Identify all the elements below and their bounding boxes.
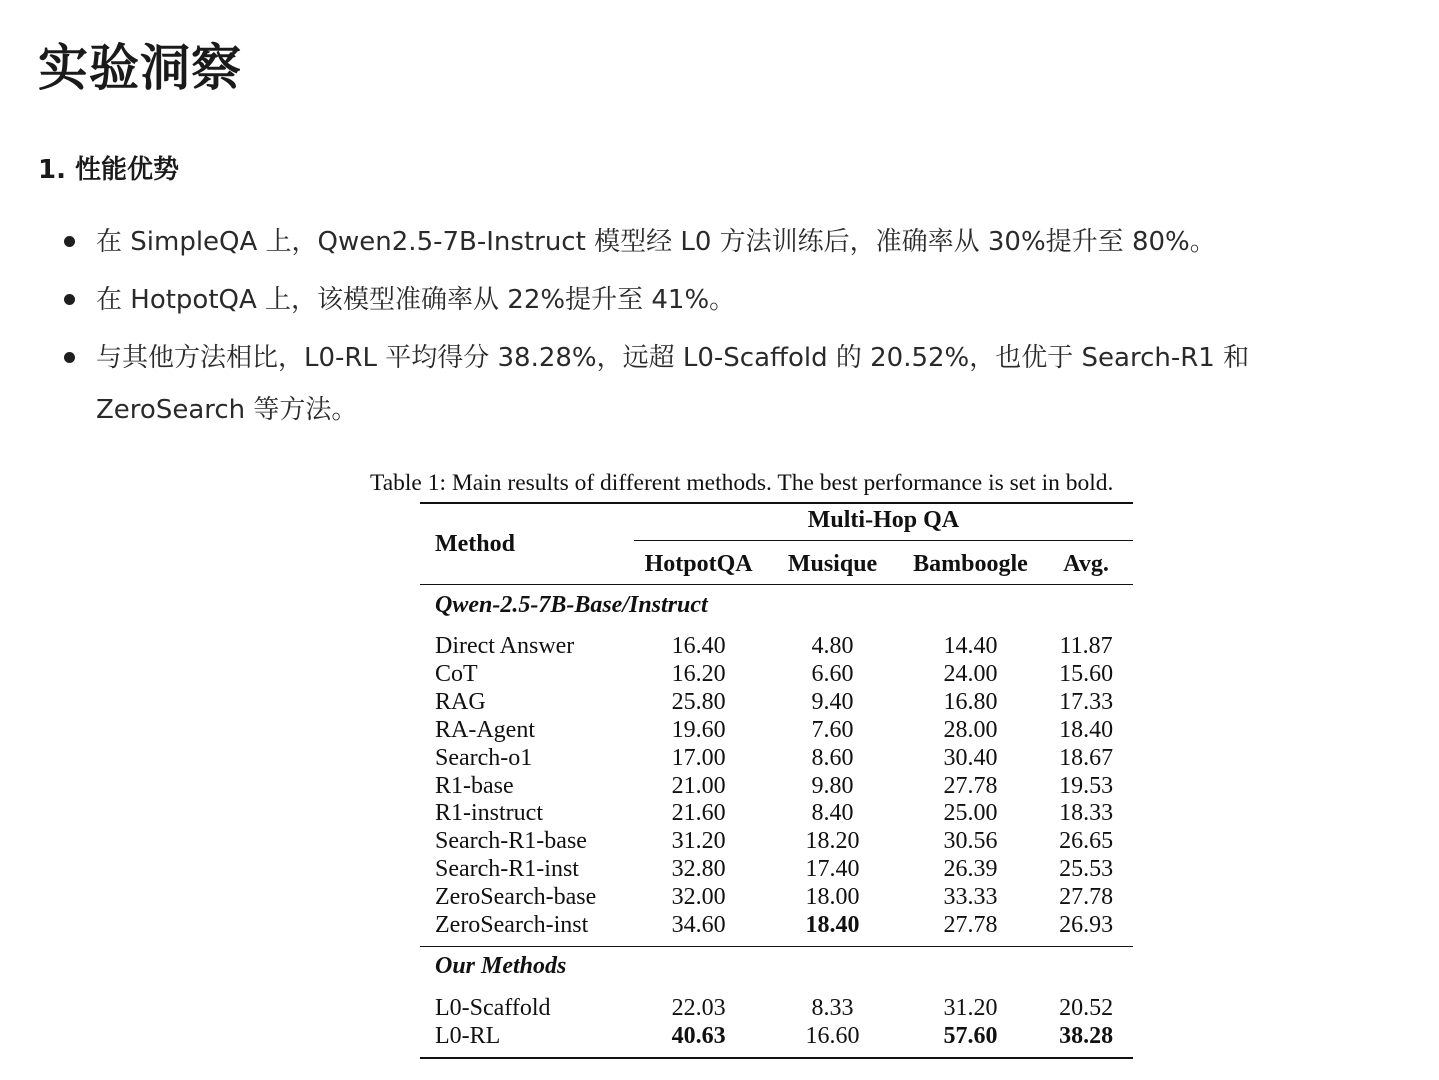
header-method: Method bbox=[435, 530, 515, 557]
header-col-bamboogle: Bamboogle bbox=[913, 550, 1028, 577]
cell-value: 25.53 bbox=[1059, 856, 1114, 883]
cell-value: 16.80 bbox=[943, 688, 998, 715]
cell-value: 24.00 bbox=[943, 660, 998, 687]
bullet-dot-icon bbox=[64, 294, 75, 305]
cell-method: R1-base bbox=[435, 772, 514, 799]
cell-value: 18.20 bbox=[805, 828, 860, 855]
cell-value: 25.80 bbox=[671, 688, 726, 715]
table-row bbox=[420, 995, 1133, 1023]
table-row bbox=[420, 800, 1133, 828]
cell-value: 28.00 bbox=[943, 716, 998, 743]
cell-value: 27.78 bbox=[1059, 884, 1114, 911]
table-row bbox=[420, 856, 1133, 884]
cell-value: 26.93 bbox=[1059, 912, 1114, 939]
table-row bbox=[420, 689, 1133, 717]
cell-method: ZeroSearch-inst bbox=[435, 912, 589, 939]
cell-value: 21.60 bbox=[671, 800, 726, 827]
cell-value: 18.00 bbox=[805, 884, 860, 911]
cell-method: Direct Answer bbox=[435, 633, 575, 659]
cell-value: 16.60 bbox=[805, 1022, 860, 1049]
table-row bbox=[420, 1023, 1133, 1051]
results-table bbox=[420, 502, 1133, 1059]
header-group-label: Multi-Hop QA bbox=[634, 507, 1133, 541]
cell-method: L0-RL bbox=[435, 1022, 501, 1049]
cell-value: 57.60 bbox=[943, 1022, 998, 1049]
table-section-baselines bbox=[420, 585, 1133, 947]
cell-value: 20.52 bbox=[1059, 994, 1114, 1021]
cell-value: 15.60 bbox=[1059, 660, 1114, 687]
section-label: Our Methods bbox=[435, 953, 567, 980]
row-spacer bbox=[420, 1051, 1133, 1058]
cell-method: Search-o1 bbox=[435, 744, 533, 771]
table-caption: Table 1: Main results of different methods. The best performance is set in bold. bbox=[370, 470, 1114, 496]
cell-method: R1-instruct bbox=[435, 800, 543, 827]
header-col-musique: Musique bbox=[787, 550, 878, 577]
table-row bbox=[420, 828, 1133, 856]
cell-value: 30.56 bbox=[943, 828, 998, 855]
page-title: 实验洞察 bbox=[38, 39, 242, 97]
header-group bbox=[634, 503, 1133, 544]
cell-value: 18.40 bbox=[1059, 716, 1114, 743]
table-row bbox=[420, 633, 1133, 661]
cell-value: 17.33 bbox=[1059, 688, 1114, 715]
cell-value: 27.78 bbox=[943, 912, 998, 939]
section-heading: 1. 性能优势 bbox=[38, 155, 180, 185]
table-section-ours bbox=[420, 946, 1133, 1057]
section-label: Qwen-2.5-7B-Base/Instruct bbox=[435, 591, 708, 618]
bullet-text: 在 HotpotQA 上，该模型准确率从 22%提升至 41%。 bbox=[96, 285, 736, 315]
bullet-item bbox=[60, 274, 1400, 326]
table-row bbox=[420, 661, 1133, 689]
cell-method: RAG bbox=[435, 688, 486, 715]
cell-value: 18.40 bbox=[805, 912, 860, 939]
bullet-list bbox=[60, 216, 1400, 442]
cell-value: 22.03 bbox=[671, 994, 726, 1021]
table-row bbox=[420, 912, 1133, 940]
cell-value: 6.60 bbox=[811, 660, 854, 687]
cell-value: 16.40 bbox=[671, 633, 726, 659]
cell-value: 32.00 bbox=[671, 884, 726, 911]
cell-value: 14.40 bbox=[943, 633, 998, 659]
cell-value: 33.33 bbox=[943, 884, 998, 911]
bullet-text: 与其他方法相比，L0-RL 平均得分 38.28%，远超 L0-Scaffold 的 20.52%，也优于 Search-R1 和 ZeroSearch 等方法。 bbox=[96, 343, 1250, 425]
cell-value: 7.60 bbox=[811, 716, 854, 743]
cell-value: 17.00 bbox=[671, 744, 726, 771]
cell-value: 31.20 bbox=[943, 994, 998, 1021]
cell-value: 26.65 bbox=[1059, 828, 1114, 855]
bullet-item bbox=[60, 216, 1400, 268]
cell-value: 19.53 bbox=[1059, 772, 1114, 799]
bullet-dot-icon bbox=[64, 236, 75, 247]
cell-value: 40.63 bbox=[671, 1022, 726, 1049]
table-row bbox=[420, 884, 1133, 912]
section-label-row bbox=[420, 946, 1133, 987]
row-spacer-cell bbox=[420, 987, 1133, 995]
table-row bbox=[420, 745, 1133, 773]
cell-value: 34.60 bbox=[671, 912, 726, 939]
cell-value: 11.87 bbox=[1059, 633, 1113, 659]
section-label-row bbox=[420, 585, 1133, 626]
bullet-item bbox=[60, 332, 1400, 436]
cell-value: 9.40 bbox=[811, 688, 854, 715]
row-spacer bbox=[420, 625, 1133, 633]
cell-value: 17.40 bbox=[805, 856, 860, 883]
table-header-row bbox=[420, 503, 1133, 544]
bullet-text: 在 SimpleQA 上，Qwen2.5-7B-Instruct 模型经 L0 方法训练后，准确率从 30%提升至 80%。 bbox=[96, 227, 1216, 257]
table-row bbox=[420, 717, 1133, 745]
cell-value: 8.40 bbox=[811, 800, 854, 827]
cell-value: 38.28 bbox=[1059, 1022, 1114, 1049]
cell-value: 4.80 bbox=[811, 633, 854, 659]
cell-method: Search-R1-inst bbox=[435, 856, 579, 883]
row-spacer-cell bbox=[420, 625, 1133, 633]
row-spacer-cell bbox=[420, 1051, 1133, 1058]
cell-method: Search-R1-base bbox=[435, 828, 587, 855]
row-spacer bbox=[420, 987, 1133, 995]
cell-value: 27.78 bbox=[943, 772, 998, 799]
cell-value: 31.20 bbox=[671, 828, 726, 855]
cell-value: 25.00 bbox=[943, 800, 998, 827]
cell-method: CoT bbox=[435, 660, 478, 687]
cell-method: ZeroSearch-base bbox=[435, 884, 597, 911]
cell-value: 8.33 bbox=[811, 994, 854, 1021]
cell-value: 8.60 bbox=[811, 744, 854, 771]
cell-value: 16.20 bbox=[671, 660, 726, 687]
cell-value: 30.40 bbox=[943, 744, 998, 771]
header-col-hotpotqa: HotpotQA bbox=[644, 550, 753, 577]
bullet-dot-icon bbox=[64, 352, 75, 363]
cell-value: 32.80 bbox=[671, 856, 726, 883]
cell-value: 18.67 bbox=[1059, 744, 1114, 771]
cell-value: 18.33 bbox=[1059, 800, 1114, 827]
cell-value: 9.80 bbox=[811, 772, 854, 799]
cell-method: L0-Scaffold bbox=[435, 994, 551, 1021]
cell-value: 21.00 bbox=[671, 772, 726, 799]
cell-value: 26.39 bbox=[943, 856, 998, 883]
header-col-avg: Avg. bbox=[1063, 550, 1109, 577]
cell-value: 19.60 bbox=[671, 716, 726, 743]
cell-method: RA-Agent bbox=[435, 716, 535, 743]
table-row bbox=[420, 773, 1133, 801]
